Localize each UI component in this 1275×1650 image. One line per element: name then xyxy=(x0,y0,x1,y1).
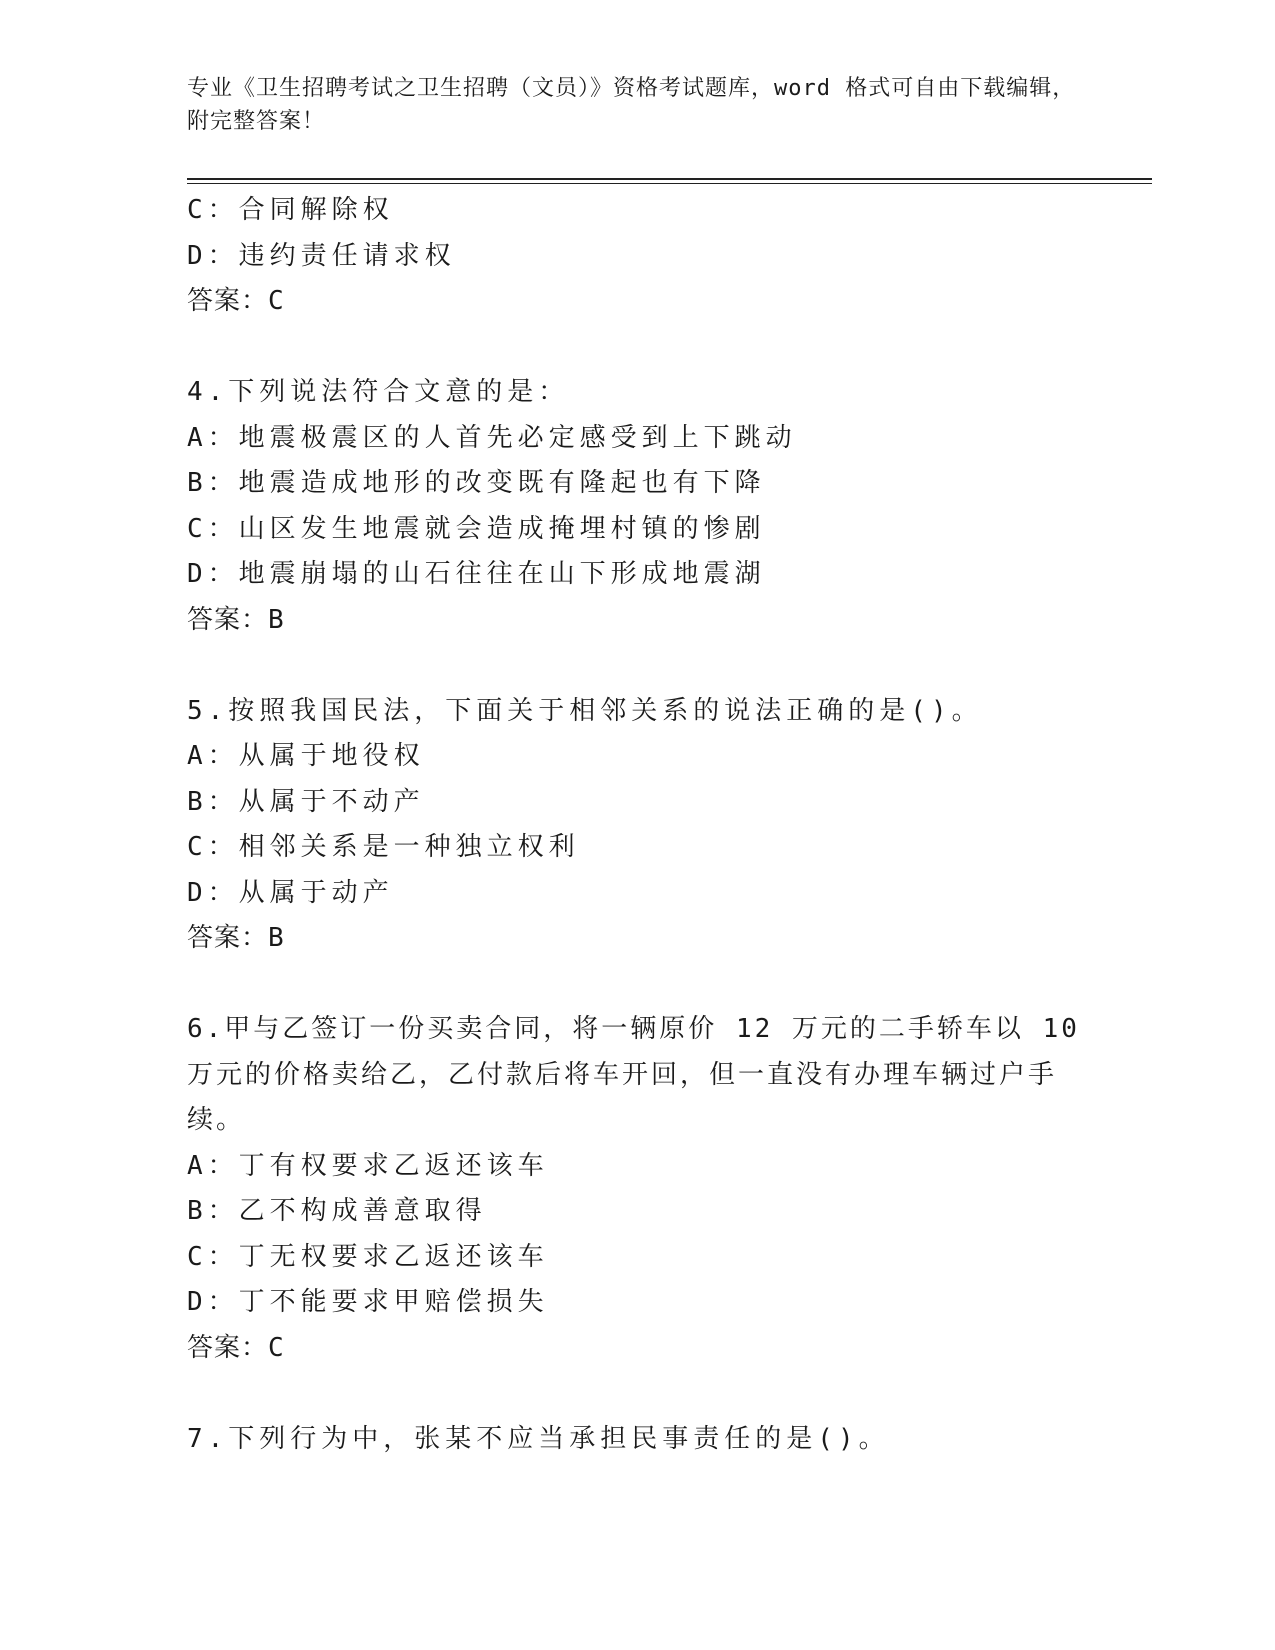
option-b: B：乙不构成善意取得 xyxy=(187,1196,487,1226)
option-c: C：相邻关系是一种独立权利 xyxy=(187,832,580,862)
spacer xyxy=(187,1371,1087,1417)
answer: 答案：C xyxy=(187,286,285,316)
spacer xyxy=(187,962,1087,1008)
header-divider-thin xyxy=(187,183,1152,184)
answer: 答案：C xyxy=(187,1332,285,1363)
question-stem: 6.甲与乙签订一份买卖合同，将一辆原价 12 万元的二手轿车以 10 万元的价格卖给乙，乙付款后将车开回，但一直没有办理车辆过户手续。 xyxy=(187,1014,1080,1135)
spacer xyxy=(187,325,1087,371)
question-6 xyxy=(187,1007,1087,1371)
option-a: A：丁有权要求乙返还该车 xyxy=(187,1150,549,1181)
option-c: C：山区发生地震就会造成掩埋村镇的惨剧 xyxy=(187,513,766,544)
question-list xyxy=(187,188,1087,1462)
option-c: C：合同解除权 xyxy=(187,195,394,225)
document-header: 专业《卫生招聘考试之卫生招聘（文员）》资格考试题库，word 格式可自由下载编辑，附完整答案！ xyxy=(187,76,1076,134)
option-d: D：从属于动产 xyxy=(187,877,394,908)
option-d: D：地震崩塌的山石往往在山下形成地震湖 xyxy=(187,559,766,589)
option-a: A：地震极震区的人首先必定感受到上下跳动 xyxy=(187,422,797,453)
question-4 xyxy=(187,370,1087,643)
option-b: B：从属于不动产 xyxy=(187,786,425,817)
question-7 xyxy=(187,1417,1087,1463)
option-d: D：丁不能要求甲赔偿损失 xyxy=(187,1287,549,1317)
option-a: A：从属于地役权 xyxy=(187,741,425,771)
question-stem: 4.下列说法符合文意的是： xyxy=(187,377,570,407)
question-5 xyxy=(187,689,1087,962)
question-stem: 7.下列行为中，张某不应当承担民事责任的是()。 xyxy=(187,1423,890,1454)
answer: 答案：B xyxy=(187,923,285,953)
question-stem: 5.按照我国民法，下面关于相邻关系的说法正确的是()。 xyxy=(187,695,983,726)
option-c: C：丁无权要求乙返还该车 xyxy=(187,1241,549,1272)
option-d: D：违约责任请求权 xyxy=(187,240,456,271)
option-b: B：地震造成地形的改变既有隆起也有下降 xyxy=(187,468,766,498)
header-divider xyxy=(187,178,1152,180)
answer: 答案：B xyxy=(187,604,285,635)
spacer xyxy=(187,643,1087,689)
question-3 xyxy=(187,188,1087,325)
